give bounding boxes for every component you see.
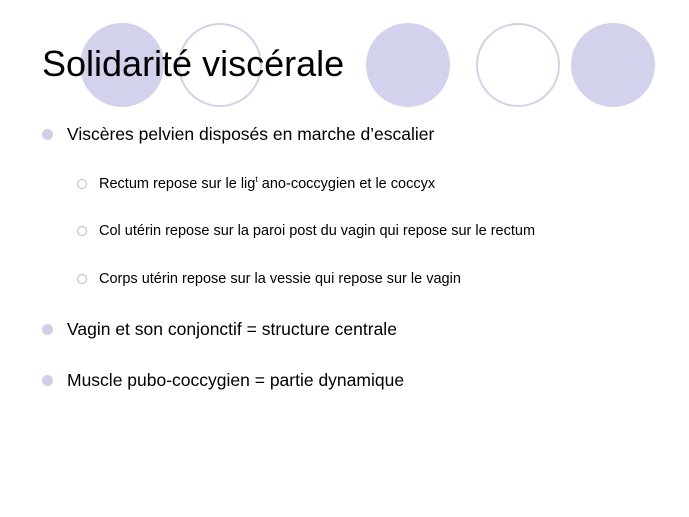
sub-bullet-circle-icon: [77, 179, 87, 189]
sub-bullet-item: [77, 270, 461, 288]
bullet-text: Muscle pubo-coccygien = partie dynamique: [67, 370, 405, 390]
circle-3: [366, 23, 450, 107]
circle-5: [571, 23, 655, 107]
bullet-item: [42, 318, 397, 340]
bullet-dot-icon: [42, 375, 53, 386]
sub-bullet-text: Col utérin repose sur la paroi post du vagin qui repose sur le rectum: [99, 223, 536, 239]
bullet-item: [42, 123, 434, 145]
sub-bullet-item: [77, 222, 535, 240]
sub-bullet-circle-icon: [77, 274, 87, 284]
sub-bullet-text: Rectum repose sur le lig$^t$ ano-coccygien et le coccyx: [99, 174, 436, 192]
bullet-text: Vagin et son conjonctif = structure centrale: [67, 319, 397, 339]
bullet-text: Viscères pelvien disposés en marche d’escalier: [67, 124, 435, 144]
circle-4: [477, 24, 559, 106]
sub-bullet-circle-icon: [77, 226, 87, 236]
bullet-item: [42, 369, 404, 391]
bullet-dot-icon: [42, 324, 53, 335]
bullet-dot-icon: [42, 129, 53, 140]
sub-bullet-text: Corps utérin repose sur la vessie qui repose sur le vagin: [99, 271, 461, 287]
slide-title: Solidarité viscérale: [42, 43, 345, 84]
sub-bullet-item: [77, 175, 435, 193]
